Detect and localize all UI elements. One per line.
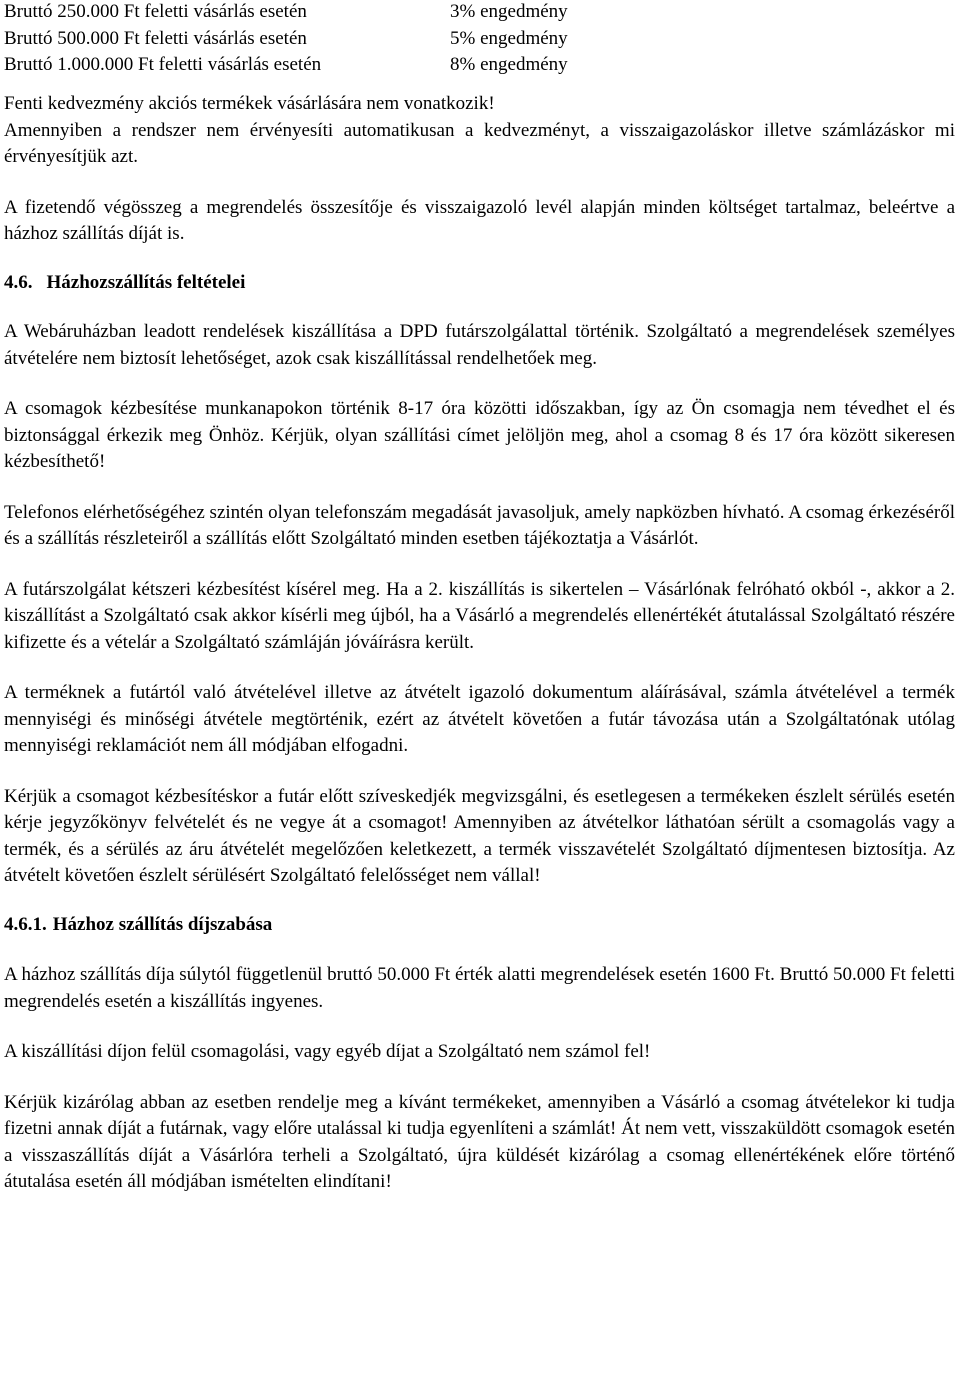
discount-threshold: Bruttó 1.000.000 Ft feletti vásárlás esetén xyxy=(4,54,322,75)
spacer xyxy=(4,79,955,91)
discount-auto-paragraph: Amennyiben a rendszer nem érvényesíti automatikusan a kedvezményt, a visszaigazoláskor illetve számlázáskor mi érvényesítjük azt. xyxy=(4,119,955,167)
spacer xyxy=(4,476,955,500)
paragraph-payment-on-delivery: Kérjük kizárólag abban az esetben rendelje meg a kívánt termékeket, amennyiben a Vásárló a csomag átvételekor ki tudja fizetni annak díját a futárnak, vagy előre utalással ki tudja egyenlíteni a számlát! Át nem vett, visszaküldött csomagok esetén a visszaszállítás díját a Vásárlóra terheli a Szolgáltató, újra küldését kizárólag a csomag ellenértékének előre történő átutalása esetén áll módjában ismételten elindítani! xyxy=(4,1091,955,1192)
paragraph-delivery-dpd: A Webáruházban leadott rendelések kiszállítása a DPD futárszolgálattal történik. Szolgáltató a megrendelések személyes átvételére nem biztosít lehetőséget, azok csak kiszállítással rendelhetőek meg. xyxy=(4,321,955,369)
spacer xyxy=(4,760,955,784)
spacer xyxy=(4,171,955,195)
section-heading-4-6 xyxy=(4,270,955,297)
spacer xyxy=(4,372,955,396)
paragraph-shipping-fee: A házhoz szállítás díja súlytól függetlenül bruttó 50.000 Ft érték alatti megrendelések esetén 1600 Ft. Bruttó 50.000 Ft feletti megrendelés esetén a kiszállítás ingyenes. xyxy=(4,964,955,1012)
section-number: 4.6. xyxy=(4,271,33,293)
document-page xyxy=(4,0,955,1196)
section-title: Házhozszállítás feltételei xyxy=(46,271,246,293)
discount-row xyxy=(4,26,955,53)
section-title: Házhoz szállítás díjszabása xyxy=(52,913,273,935)
paragraph-delivery-attempts: A futárszolgálat kétszeri kézbesítést kísérel meg. Ha a 2. kiszállítás is sikertelen – Vásárlónak felróható okból -, akkor a 2. kiszállítást a Szolgáltató csak akkor kísérli meg újból, ha a Vásárló a megrendelés ellenértékét átutalással Szolgáltató részére kifizette és a vételár a Szolgáltató számláján jóváírásra került. xyxy=(4,578,955,653)
paragraph-phone-contact: Telefonos elérhetőségéhez szintén olyan telefonszám megadását javasoljuk, amely napközben hívható. A csomag érkezéséről és a szállítás részleteiről a szállítás előtt Szolgáltató minden esetben tájékoztatja a Vásárlót. xyxy=(4,501,955,549)
spacer xyxy=(4,1015,955,1039)
discount-note: Fenti kedvezmény akciós termékek vásárlására nem vonatkozik! xyxy=(4,93,495,114)
discount-threshold: Bruttó 500.000 Ft feletti vásárlás esetén xyxy=(4,27,307,49)
discount-row xyxy=(4,52,955,79)
paragraph-delivery-hours: A csomagok kézbesítése munkanapokon történik 8-17 óra közötti időszakban, így az Ön csomagja nem tévedhet el és biztonsággal érkezik meg Önhöz. Kérjük, olyan szállítási címet jelöljön meg, ahol a csomag 8 és 17 óra között sikeresen kézbesíthető! xyxy=(4,398,955,472)
total-payable-paragraph: A fizetendő végösszeg a megrendelés összesítője és visszaigazoló levél alapján minden költséget tartalmaz, beleértve a házhoz szállítás díját is. xyxy=(4,196,955,244)
discount-row xyxy=(4,0,955,26)
discount-rate: 3% engedmény xyxy=(450,1,568,22)
discount-rate: 8% engedmény xyxy=(450,54,568,75)
spacer xyxy=(4,890,955,912)
discount-threshold: Bruttó 250.000 Ft feletti vásárlás esetén xyxy=(4,1,307,22)
spacer xyxy=(4,296,955,319)
section-heading-4-6-1 xyxy=(4,912,955,939)
spacer xyxy=(4,938,955,962)
paragraph-no-extra-fee: A kiszállítási díjon felül csomagolási, vagy egyéb díjat a Szolgáltató nem számol fel! xyxy=(4,1041,651,1062)
section-number: 4.6.1. xyxy=(4,913,47,935)
spacer xyxy=(4,248,955,270)
spacer xyxy=(4,656,955,680)
spacer xyxy=(4,1066,955,1090)
discount-table xyxy=(4,0,955,79)
spacer xyxy=(4,553,955,577)
paragraph-receipt: A terméknek a futártól való átvételével illetve az átvételt igazoló dokumentum aláírásával, számla átvételével a termék mennyiségi és minőségi átvétele megtörténik, ezért az átvételt követően a futár távozása után a Szolgáltatónak utólag mennyiségi reklamációt nem áll módjában elfogadni. xyxy=(4,682,955,756)
paragraph-inspection: Kérjük a csomagot kézbesítéskor a futár előtt szíveskedjék megvizsgálni, és esetlegesen a termékeken észlelt sérülés esetén kérje jegyzőkönyv felvételét és ne vegye át a csomagot! Amennyiben az átvételkor láthatóan sérült a csomagolás vagy a termék, és a sérülés az áru átvételét megelőzően keletkezett, a termék visszavételét Szolgáltató díjmentesen biztosítja. Az átvételt követően észlelt sérülésért Szolgáltató felelősséget nem vállal! xyxy=(4,785,955,886)
discount-rate: 5% engedmény xyxy=(450,27,568,49)
